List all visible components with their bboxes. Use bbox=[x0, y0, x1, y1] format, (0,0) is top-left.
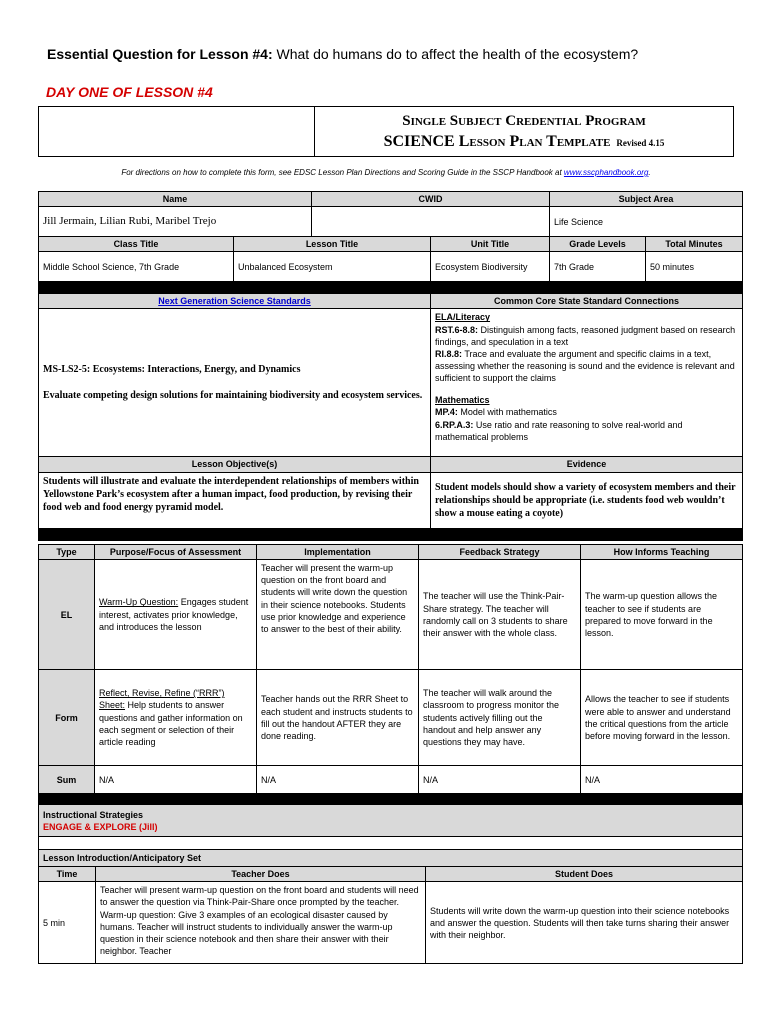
rp-text: Use ratio and rate reasoning to solve real-world and mathematical problems bbox=[435, 419, 683, 442]
program-title: Single Subject Credential Program bbox=[402, 113, 646, 129]
evidence-header: Evidence bbox=[431, 457, 743, 472]
purpose-header: Purpose/Focus of Assessment bbox=[95, 545, 257, 560]
purpose-title: Warm-Up Question: bbox=[99, 597, 179, 608]
informs-cell: N/A bbox=[581, 766, 743, 794]
table-row bbox=[39, 670, 743, 766]
engage-explore-label: ENGAGE & EXPLORE (Jill) bbox=[43, 822, 158, 833]
handbook-link[interactable]: www.sscphandbook.org bbox=[563, 168, 649, 177]
student-does-cell: Students will write down the warm-up question into their science notebooks and answer the question. Students will then take turns sharing their answer with their neighbor. bbox=[426, 882, 743, 964]
ngss-link[interactable]: Next Generation Science Standards bbox=[158, 296, 311, 307]
feedback-header: Feedback Strategy bbox=[419, 545, 581, 560]
subject-value: Life Science bbox=[550, 207, 743, 237]
assessment-table bbox=[38, 544, 743, 806]
rst-code: RST.6-8.8: bbox=[435, 324, 479, 335]
grade-levels-header: Grade Levels bbox=[550, 237, 646, 252]
essential-question-label: Essential Question for Lesson #4: bbox=[47, 46, 273, 62]
math-heading: Mathematics bbox=[435, 395, 490, 406]
directions-text: For directions on how to complete this form, see EDSC Lesson Plan Directions and Scoring Guide in the SSCP Handbook at bbox=[121, 168, 564, 177]
total-minutes-value: 50 minutes bbox=[646, 252, 743, 282]
implementation-cell: Teacher will present the warm-up question on the front board and students will write down the question in their science notebooks. Students use prior knowledge and experience to answer to the best of their ability. bbox=[257, 560, 419, 670]
ri-standard bbox=[435, 348, 738, 384]
strategies-spacer bbox=[39, 837, 743, 850]
mp-text: Model with mathematics bbox=[457, 407, 557, 418]
teacher-does-cell: Teacher will present warm-up question on the front board and students will need to answer the question via Think-Pair-Share once prompted by the teacher. Warm-up question: Give 3 examples of an ecological disaster caused by humans. Teacher will instruct students to individually answer the warm-up question in their science notebook and then share their answer with their neighbor. Teacher bbox=[96, 882, 426, 964]
ri-text: Trace and evaluate the argument and specific claims in a text, assessing whether the reasoning is sound and the evidence is relevant and sufficient to support the claims bbox=[435, 348, 735, 384]
purpose-cell bbox=[95, 670, 257, 766]
subject-header: Subject Area bbox=[550, 192, 743, 207]
intro-header: Lesson Introduction/Anticipatory Set bbox=[39, 850, 743, 867]
implementation-cell: N/A bbox=[257, 766, 419, 794]
ri-code: RI.8.8: bbox=[435, 348, 463, 359]
feedback-cell: The teacher will use the Think-Pair-Share strategy. The teacher will randomly call on 3 students to share their answer with the whole class. bbox=[419, 560, 581, 670]
ngss-description: Evaluate competing design solutions for maintaining biodiversity and ecosystem services. bbox=[43, 389, 423, 401]
name-value: Jill Jermain, Lilian Rubi, Maribel Trejo bbox=[39, 207, 312, 237]
directions-note bbox=[38, 168, 734, 177]
cwid-value bbox=[312, 207, 550, 237]
table-row bbox=[39, 560, 743, 670]
strategies-title: Instructional Strategies bbox=[43, 810, 144, 820]
type-cell: Sum bbox=[39, 766, 95, 794]
ngss-header bbox=[39, 294, 431, 309]
mp-code: MP.4: bbox=[435, 407, 458, 418]
strategies-table bbox=[38, 804, 743, 964]
class-title-value: Middle School Science, 7th Grade bbox=[39, 252, 234, 282]
purpose-text: Help students to answer questions and gather information on each segment or selection of their article reading bbox=[99, 700, 243, 747]
rst-standard bbox=[435, 324, 738, 348]
unit-title-value: Ecosystem Biodiversity bbox=[431, 252, 550, 282]
ngss-standard: MS-LS2-5: Ecosystems: Interactions, Energy, and Dynamics bbox=[43, 364, 301, 376]
section-divider bbox=[39, 282, 743, 294]
objective-text: Students will illustrate and evaluate the interdependent relationships of members within Yellowstone Park’s ecosystem after a human impact, food production, by revising their food web and food energy pyramid model. bbox=[39, 472, 431, 528]
name-header: Name bbox=[39, 192, 312, 207]
strategies-header bbox=[39, 805, 743, 837]
purpose-text: Engages student interest, activates prior knowledge, and introduces the lesson bbox=[99, 597, 249, 632]
mp-standard bbox=[435, 406, 738, 418]
ccss-header: Common Core State Standard Connections bbox=[431, 294, 743, 309]
header-blank-box bbox=[38, 106, 315, 157]
cwid-header: CWID bbox=[312, 192, 550, 207]
feedback-cell: The teacher will walk around the classroom to progress monitor the students actively filling out the handout and help answer any questions they may have. bbox=[419, 670, 581, 766]
purpose-cell bbox=[95, 560, 257, 670]
objectives-header: Lesson Objective(s) bbox=[39, 457, 431, 472]
ela-heading: ELA/Literacy bbox=[435, 312, 491, 323]
lesson-title-value: Unbalanced Ecosystem bbox=[234, 252, 431, 282]
template-title bbox=[315, 133, 733, 151]
section-divider bbox=[39, 528, 743, 540]
rp-code: 6.RP.A.3: bbox=[435, 419, 474, 430]
type-header: Type bbox=[39, 545, 95, 560]
informs-cell: Allows the teacher to see if students were able to answer and understand the critical questions from the article before moving forward in the lesson. bbox=[581, 670, 743, 766]
type-cell: Form bbox=[39, 670, 95, 766]
grade-levels-value: 7th Grade bbox=[550, 252, 646, 282]
directions-end: . bbox=[648, 168, 651, 177]
rst-text: Distinguish among facts, reasoned judgment based on research findings, and speculation in a text bbox=[435, 324, 736, 347]
implementation-header: Implementation bbox=[257, 545, 419, 560]
revision-label: Revised 4.15 bbox=[616, 138, 665, 148]
table-row bbox=[39, 766, 743, 794]
day-label: DAY ONE OF LESSON #4 bbox=[46, 84, 213, 100]
ccss-cell bbox=[431, 309, 743, 457]
type-cell: EL bbox=[39, 560, 95, 670]
unit-title-header: Unit Title bbox=[431, 237, 550, 252]
lesson-title-header: Lesson Title bbox=[234, 237, 431, 252]
template-name: SCIENCE Lesson Plan Template bbox=[383, 133, 611, 150]
student-does-header: Student Does bbox=[426, 867, 743, 882]
implementation-cell: Teacher hands out the RRR Sheet to each student and instructs students to fill out the handout AFTER they are done reading. bbox=[257, 670, 419, 766]
purpose-title: Reflect, Revise, Refine (“RRR”) Sheet: bbox=[99, 688, 225, 711]
purpose-cell: N/A bbox=[95, 766, 257, 794]
time-cell: 5 min bbox=[39, 882, 96, 964]
lesson-info-table bbox=[38, 191, 743, 541]
ngss-cell bbox=[39, 309, 431, 457]
evidence-text: Student models should show a variety of ecosystem members and their relationships should be appropriate (i.e. students food web wouldn’t show a mouse eating a coyote) bbox=[431, 472, 743, 528]
essential-question-text: What do humans do to affect the health of the ecosystem? bbox=[272, 46, 639, 62]
time-header: Time bbox=[39, 867, 96, 882]
header-title-box bbox=[315, 106, 734, 157]
table-row bbox=[39, 882, 743, 964]
essential-question bbox=[47, 46, 638, 62]
total-minutes-header: Total Minutes bbox=[646, 237, 743, 252]
informs-cell: The warm-up question allows the teacher to see if students are prepared to move forward in the lesson. bbox=[581, 560, 743, 670]
teacher-does-header: Teacher Does bbox=[96, 867, 426, 882]
class-title-header: Class Title bbox=[39, 237, 234, 252]
rp-standard bbox=[435, 419, 738, 443]
feedback-cell: N/A bbox=[419, 766, 581, 794]
informs-header: How Informs Teaching bbox=[581, 545, 743, 560]
